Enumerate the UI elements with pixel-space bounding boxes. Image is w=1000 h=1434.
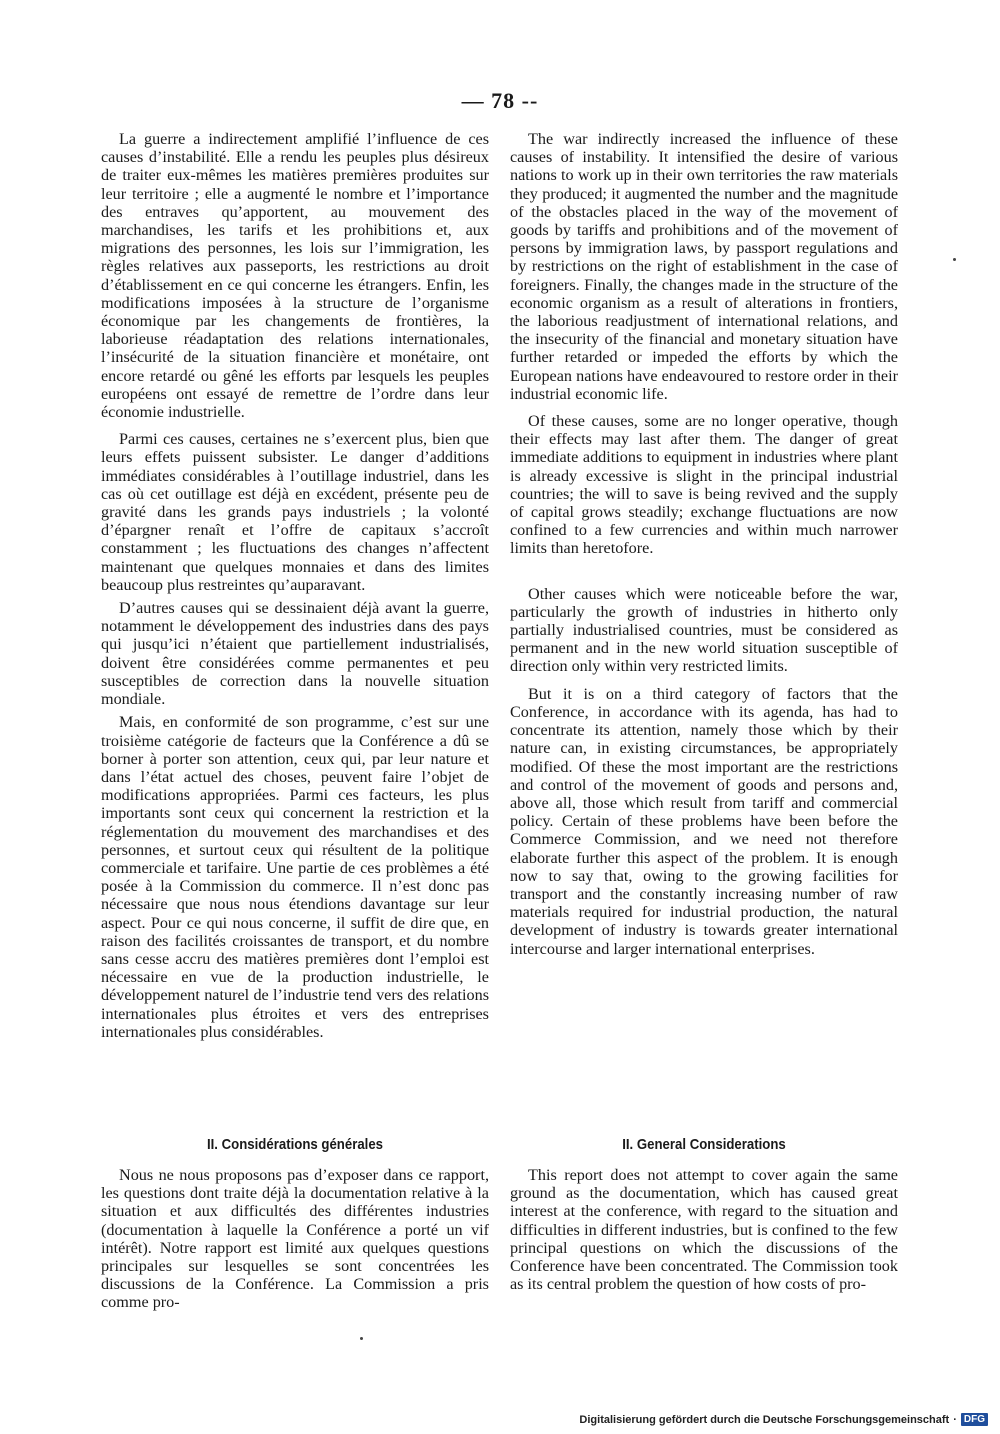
digitization-footer <box>579 1413 988 1426</box>
print-speck <box>360 1337 363 1340</box>
french-paragraph-4: Mais, en conformité de son programme, c’est sur une troisième catégorie de facteurs que la Conférence a dû se borner à porter son attention, ceux qui, par leur nature et dans l’état actuel des choses, peuvent faire l’objet de modifications appropriées. Parmi ces facteurs, les plus importants sont ceux qui concernent la restriction et la réglementation du mouvement des marchandises et des personnes, et surtout ceux qui résultent de la politique commerciale et tarifaire. Une partie de ces problèmes a été posée à la Commission du commerce. Il n’est donc pas nécessaire que nous nous étendions davantage sur leur aspect. Pour ce qui nous concerne, il suffit de dire que, en raison des facilités croissantes de transport, et du nombre sans cesse accru des matières premières dont l’emploi est nécessaire en vue de la production industrielle, le développement naturel de l’industrie tend vers des relations internationales plus étroites et vers des entreprises internationales plus considérables. <box>101 713 489 1041</box>
english-paragraph-3: Other causes which were noticeable before the war, particularly the growth of industries in hitherto only partially industrialised countries, must be considered as permanent and in the new world situation susceptible of direction only within very restricted limits. <box>510 584 898 676</box>
english-section-heading: II. General Considerations <box>622 1136 786 1153</box>
english-paragraph-1: The war indirectly increased the influence of these causes of instability. It intensified the desire of various nations to work up in their own territories the raw materials they produced; it augmented the number and the magnitude of the obstacles placed in the way of the movement of goods by tariffs and prohibitions and of the movement of persons by immigration laws, by passport regulations and by restrictions on the right of establishment in the case of foreigners. Finally, the changes made in the structure of the economic organism as a result of alterations in frontiers, the laborious readjustment of international relations, and the insecurity of the financial and monetary situation have further retarded or impeded the efforts by which the European nations have endeavoured to restore order in their industrial economic life. <box>510 130 898 403</box>
english-paragraph-4: But it is on a third category of factors that the Conference, in accordance with its agenda, has had to concentrate its attention, namely those which by their nature can, in existing circumstances, be appropriately modified. Of these the most important are the restrictions and control of the movement of goods and persons and, above all, those which result from tariff and commercial policy. Certain of these problems have been before the Commerce Commission, and we need not therefore elaborate further this aspect of the problem. It is enough now to say that, owing to the growing facilities for transport and the constantly increasing number of raw materials required for industrial production, the natural development of industry is towards greater international intercourse and larger international enterprises. <box>510 684 898 958</box>
french-section-heading: II. Considérations générales <box>206 1136 384 1153</box>
english-column <box>510 130 898 958</box>
english-section-text <box>510 1166 898 1293</box>
french-paragraph-3: D’autres causes qui se dessinaient déjà avant la guerre, notamment le développement des industries dans des pays qui jusqu’ici n’étaient que partiellement industrialisés, doivent être considérées comme permanentes et peu susceptibles de correction dans la nouvelle situation mondiale. <box>101 599 489 709</box>
dfg-logo-icon: DFG <box>961 1413 988 1426</box>
french-column <box>101 130 489 1041</box>
footer-text: Digitalisierung gefördert durch die Deutsche Forschungsgemeinschaft <box>579 1413 950 1426</box>
french-section-paragraph: Nous ne nous proposons pas d’exposer dans ce rapport, les questions dont traite déjà la documentation relative à la situation et aux difficultés des différentes industries (documentation à laquelle la Conférence a porté un vif intérêt). Notre rapport est limité aux quelques questions principales sur lesquelles se sont concentrées les discussions de la Conférence. La Commission a pris comme pro- <box>101 1166 489 1312</box>
french-paragraph-2: Parmi ces causes, certaines ne s’exercent plus, bien que leurs effets puissent subsister. Le danger d’additions immédiates considérables à l’outillage industriel, dans les cas où cet outillage est déjà en excédent, présente peu de gravité dans les grands pays industriels ; la volonté d’épargner renaît et l’offre de capitaux s’accroît constamment ; les fluctuations des changes n’affectent maintenant que quelques monnaies et dans des limites beaucoup plus restreintes qu’auparavant. <box>101 430 489 594</box>
french-paragraph-1: La guerre a indirectement amplifié l’influence de ces causes d’instabilité. Elle a rendu les peuples plus désireux de traiter eux-mêmes les matières premières produites sur leur territoire ; elle a augmenté le nombre et l’importance des entraves qu’apportent, au mouvement des marchandises, les tarifs et les prohibitions et, aux migrations des personnes, les lois sur l’immigration, les règles relatives aux passeports, les restrictions au droit d’établissement en ce qui concerne les étrangers. Enfin, les modifications imposées à la structure de l’organisme économique par les changements de frontières, la laborieuse réadaptation des relations internationales, l’insécurité de la situation financière et monétaire, ont encore retardé ou gêné les efforts par lesquels les peuples européens ont essayé de remettre de l’ordre dans leur économie industrielle. <box>101 130 489 422</box>
page-number: — 78 -- <box>461 88 539 113</box>
footer-separator: · <box>953 1413 957 1426</box>
print-speck <box>953 258 956 261</box>
french-section-text <box>101 1166 489 1312</box>
english-section-paragraph: This report does not attempt to cover again the same ground as the documentation, which has caused great interest at the conference, with regard to the situation and difficulties in different industries, but is confined to the few principal questions on which the discussions of the Conference have been concentrated. The Commission took as its central problem the question of how costs of pro- <box>510 1166 898 1294</box>
english-paragraph-2: Of these causes, some are no longer operative, though their effects may last after them. The danger of great immediate additions to equipment in industries where plant is already excessive is slight in the principal industrial countries; the will to save is being revived and the supply of capital grows steadily; exchange fluctuations are now confined to a few currencies and within much narrower limits than heretofore. <box>510 412 898 558</box>
